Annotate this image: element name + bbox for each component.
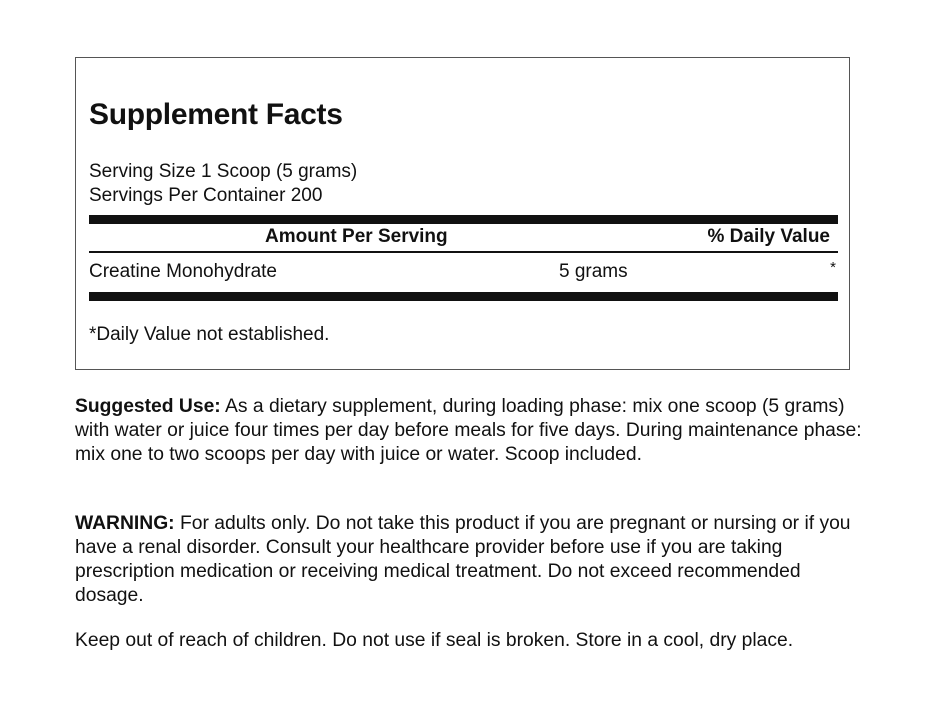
- warning-label: WARNING:: [75, 513, 175, 534]
- facts-title: Supplement Facts: [89, 98, 343, 131]
- amount-per-serving-header: Amount Per Serving: [265, 226, 448, 247]
- ingredient-name: Creatine Monohydrate: [89, 261, 277, 282]
- suggested-use-paragraph: [75, 395, 865, 467]
- ingredient-daily-value: *: [830, 259, 836, 276]
- thick-divider-top: [89, 215, 838, 224]
- thin-divider: [89, 251, 838, 253]
- supplement-facts-panel: [75, 57, 850, 370]
- warning-text: For adults only. Do not take this product if you are pregnant or nursing or if you have a renal disorder. Consult your healthcare provider before use if you are taking prescription medication or receiving medical treatment. Do not exceed recommended dosage.: [75, 513, 851, 606]
- servings-per-container: Servings Per Container 200: [89, 185, 323, 206]
- suggested-use-label: Suggested Use:: [75, 396, 221, 417]
- daily-value-header: % Daily Value: [707, 226, 830, 247]
- suggested-use-text: As a dietary supplement, during loading phase: mix one scoop (5 grams) with water or juice four times per day before meals for five days. During maintenance phase: mix one to two scoops per day with juice or water. Scoop included.: [75, 396, 862, 465]
- daily-value-footnote: *Daily Value not established.: [89, 324, 330, 345]
- thick-divider-bottom: [89, 292, 838, 301]
- serving-size: Serving Size 1 Scoop (5 grams): [89, 161, 358, 182]
- warning-paragraph: [75, 512, 865, 608]
- storage-paragraph: Keep out of reach of children. Do not use if seal is broken. Store in a cool, dry place.: [75, 630, 794, 651]
- ingredient-amount: 5 grams: [559, 261, 628, 282]
